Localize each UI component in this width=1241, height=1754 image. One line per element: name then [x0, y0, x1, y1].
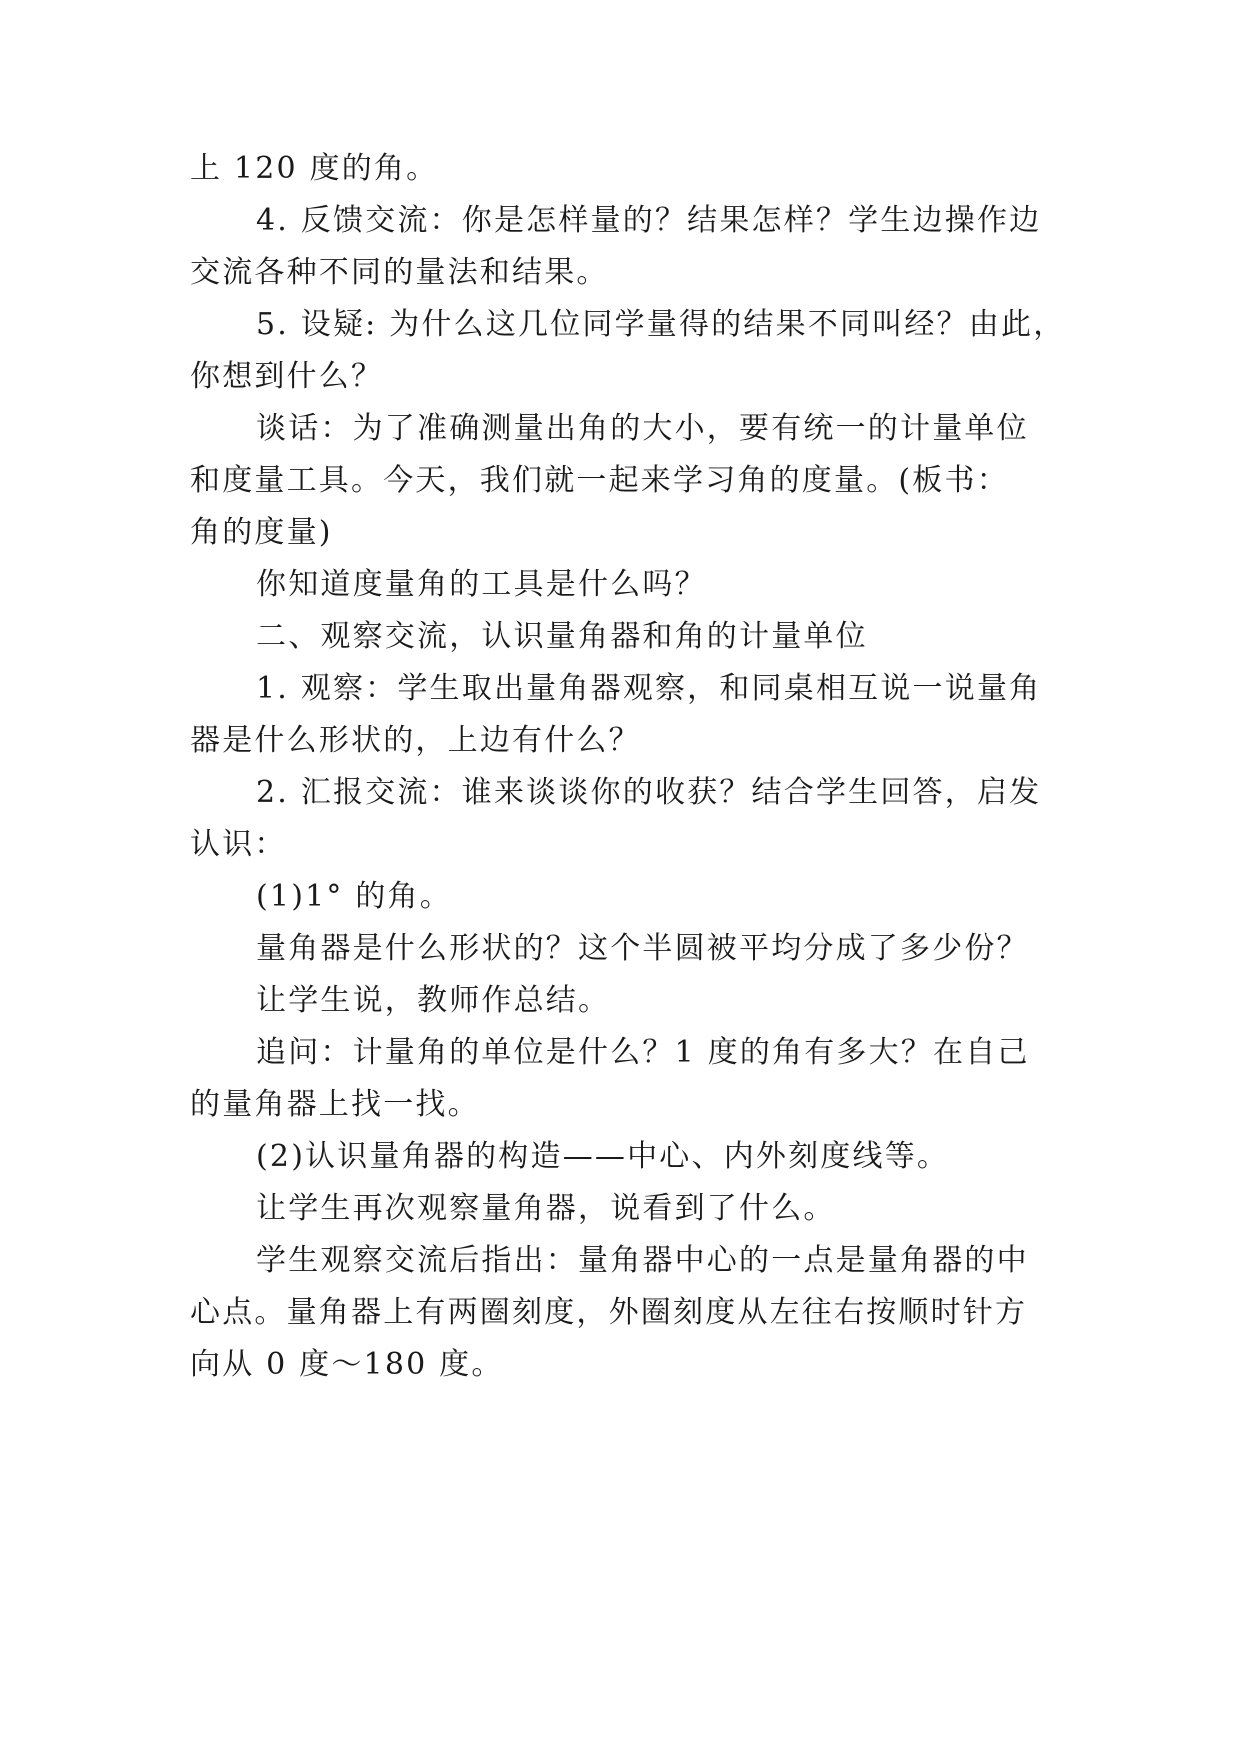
- text-line: 交流各种不同的量法和结果。: [190, 255, 609, 290]
- text-line: 5. 设疑: 为什么这几位同学量得的结果不同叫经？由此，: [256, 307, 1066, 342]
- text-line: 1. 观察：学生取出量角器观察，和同桌相互说一说量角: [256, 671, 1042, 706]
- text-line: 让学生说，教师作总结。: [256, 983, 611, 1018]
- text-line: 心点。量角器上有两圈刻度，外圈刻度从左往右按顺时针方: [190, 1295, 1028, 1330]
- text-line: 学生观察交流后指出：量角器中心的一点是量角器的中: [256, 1243, 1029, 1278]
- text-line: 追问：计量角的单位是什么？1 度的角有多大？在自己: [256, 1035, 1030, 1070]
- text-line: 谈话：为了准确测量出角的大小，要有统一的计量单位: [256, 411, 1029, 446]
- text-line: 的量角器上找一找。: [190, 1087, 480, 1122]
- text-line: 2. 汇报交流：谁来谈谈你的收获？结合学生回答，启发: [256, 775, 1042, 810]
- text-line: (2)认识量角器的构造——中心、内外刻度线等。: [256, 1139, 950, 1174]
- text-line: 向从 0 度～180 度。: [190, 1347, 504, 1382]
- text-line: 上 120 度的角。: [190, 151, 439, 186]
- section-heading: 二、观察交流，认识量角器和角的计量单位: [256, 619, 868, 654]
- text-line: 量角器是什么形状的？这个半圆被平均分成了多少份？: [256, 931, 1029, 966]
- text-line: 器是什么形状的，上边有什么？: [190, 723, 641, 758]
- text-line: 你知道度量角的工具是什么吗？: [256, 567, 707, 602]
- text-line: 你想到什么？: [190, 359, 384, 394]
- text-line: 认识：: [190, 827, 287, 862]
- text-line: 4. 反馈交流：你是怎样量的？结果怎样？学生边操作边: [256, 203, 1042, 238]
- text-line: (1)1° 的角。: [256, 879, 452, 914]
- text-line: 角的度量): [190, 515, 333, 550]
- text-line: 和度量工具。今天，我们就一起来学习角的度量。(板书：: [190, 463, 1009, 498]
- text-line: 让学生再次观察量角器，说看到了什么。: [256, 1191, 836, 1226]
